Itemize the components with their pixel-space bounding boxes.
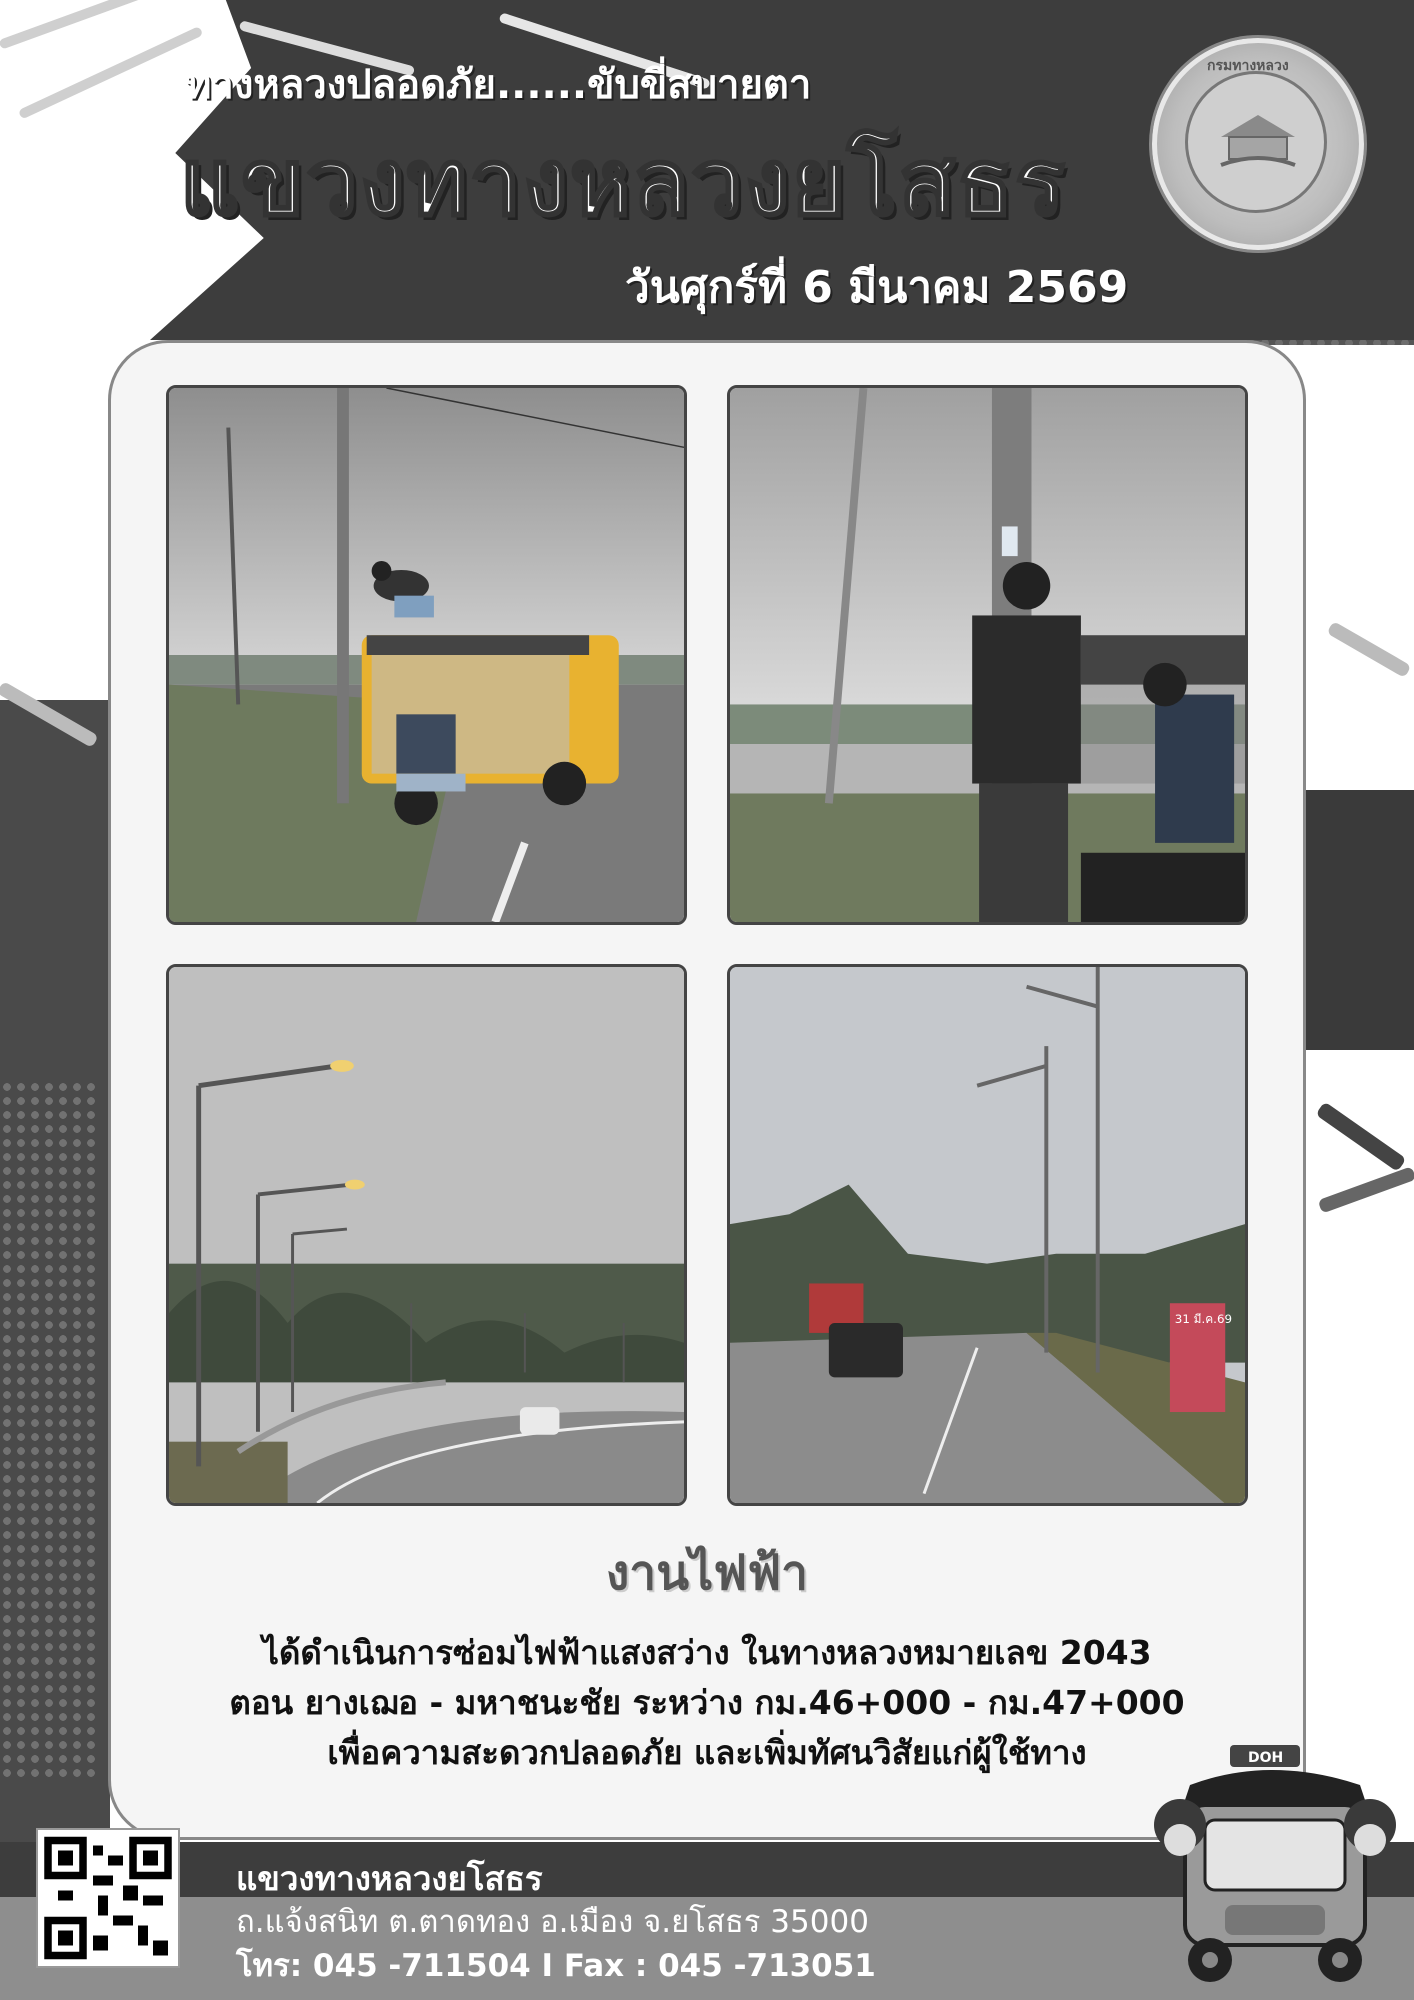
photo-road-lights-straight [727,964,1248,1506]
tuk-tuk-mascot [1150,1745,1400,1990]
photo-repair-truck-image [169,388,684,922]
brush-stroke [1318,1166,1414,1213]
header-date: วันศุกร์ที่ 6 มีนาคม 2569 [625,262,1129,313]
background-dots-left [0,1080,100,1780]
footer-phone: โทร: 045 -711504 I Fax : 045 -713051 [236,1948,876,1984]
photo-road-lights-curve [166,964,687,1506]
photo-road-lights-curve-image [169,967,684,1503]
qr-code-icon [38,1830,178,1966]
department-seal-logo [1152,38,1364,250]
billboard-text: 31 มี.ค.69 [1174,1312,1233,1327]
description-line-3: เพื่อความสะดวกปลอดภัย และเพิ่มทัศนวิสัยแก่ผู้ใช้ทาง [327,1733,1087,1772]
header-slogan: ทางหลวงปลอดภัย......ขับขี่สบายตา [185,62,812,108]
photo-repair-truck [166,385,687,925]
seal-emblem-icon [1215,113,1301,173]
seal-ring-text: กรมทางหลวง [1207,58,1289,74]
section-title: งานไฟฟ้า [605,1545,809,1601]
brush-stroke [18,26,203,120]
qr-code[interactable] [36,1828,180,1968]
office-name-title: แขวงทางหลวงยโสธร [180,129,1067,236]
description-line-1: ได้ดำเนินการซ่อมไฟฟ้าแสงสว่าง ในทางหลวงหมายเลข 2043 [262,1633,1152,1672]
footer-org-name: แขวงทางหลวงยโสธร [236,1859,543,1898]
brush-stroke [0,0,152,50]
mascot-label: DOH [1248,1750,1284,1766]
photo-road-lights-straight-image [730,967,1245,1503]
photo-worker-at-pole [727,385,1248,925]
photo-worker-at-pole-image [730,388,1245,922]
description-line-2: ตอน ยางเฌอ - มหาชนะชัย ระหว่าง กม.46+000 - กม.47+000 [229,1683,1185,1722]
background-right-block [1294,790,1414,1050]
brush-stroke [1315,1101,1406,1171]
brush-stroke [1327,621,1412,678]
footer-address: ถ.แจ้งสนิท ต.ตาดทอง อ.เมือง จ.ยโสธร 35000 [236,1904,869,1940]
tuk-tuk-mascot-icon [1150,1745,1400,1990]
